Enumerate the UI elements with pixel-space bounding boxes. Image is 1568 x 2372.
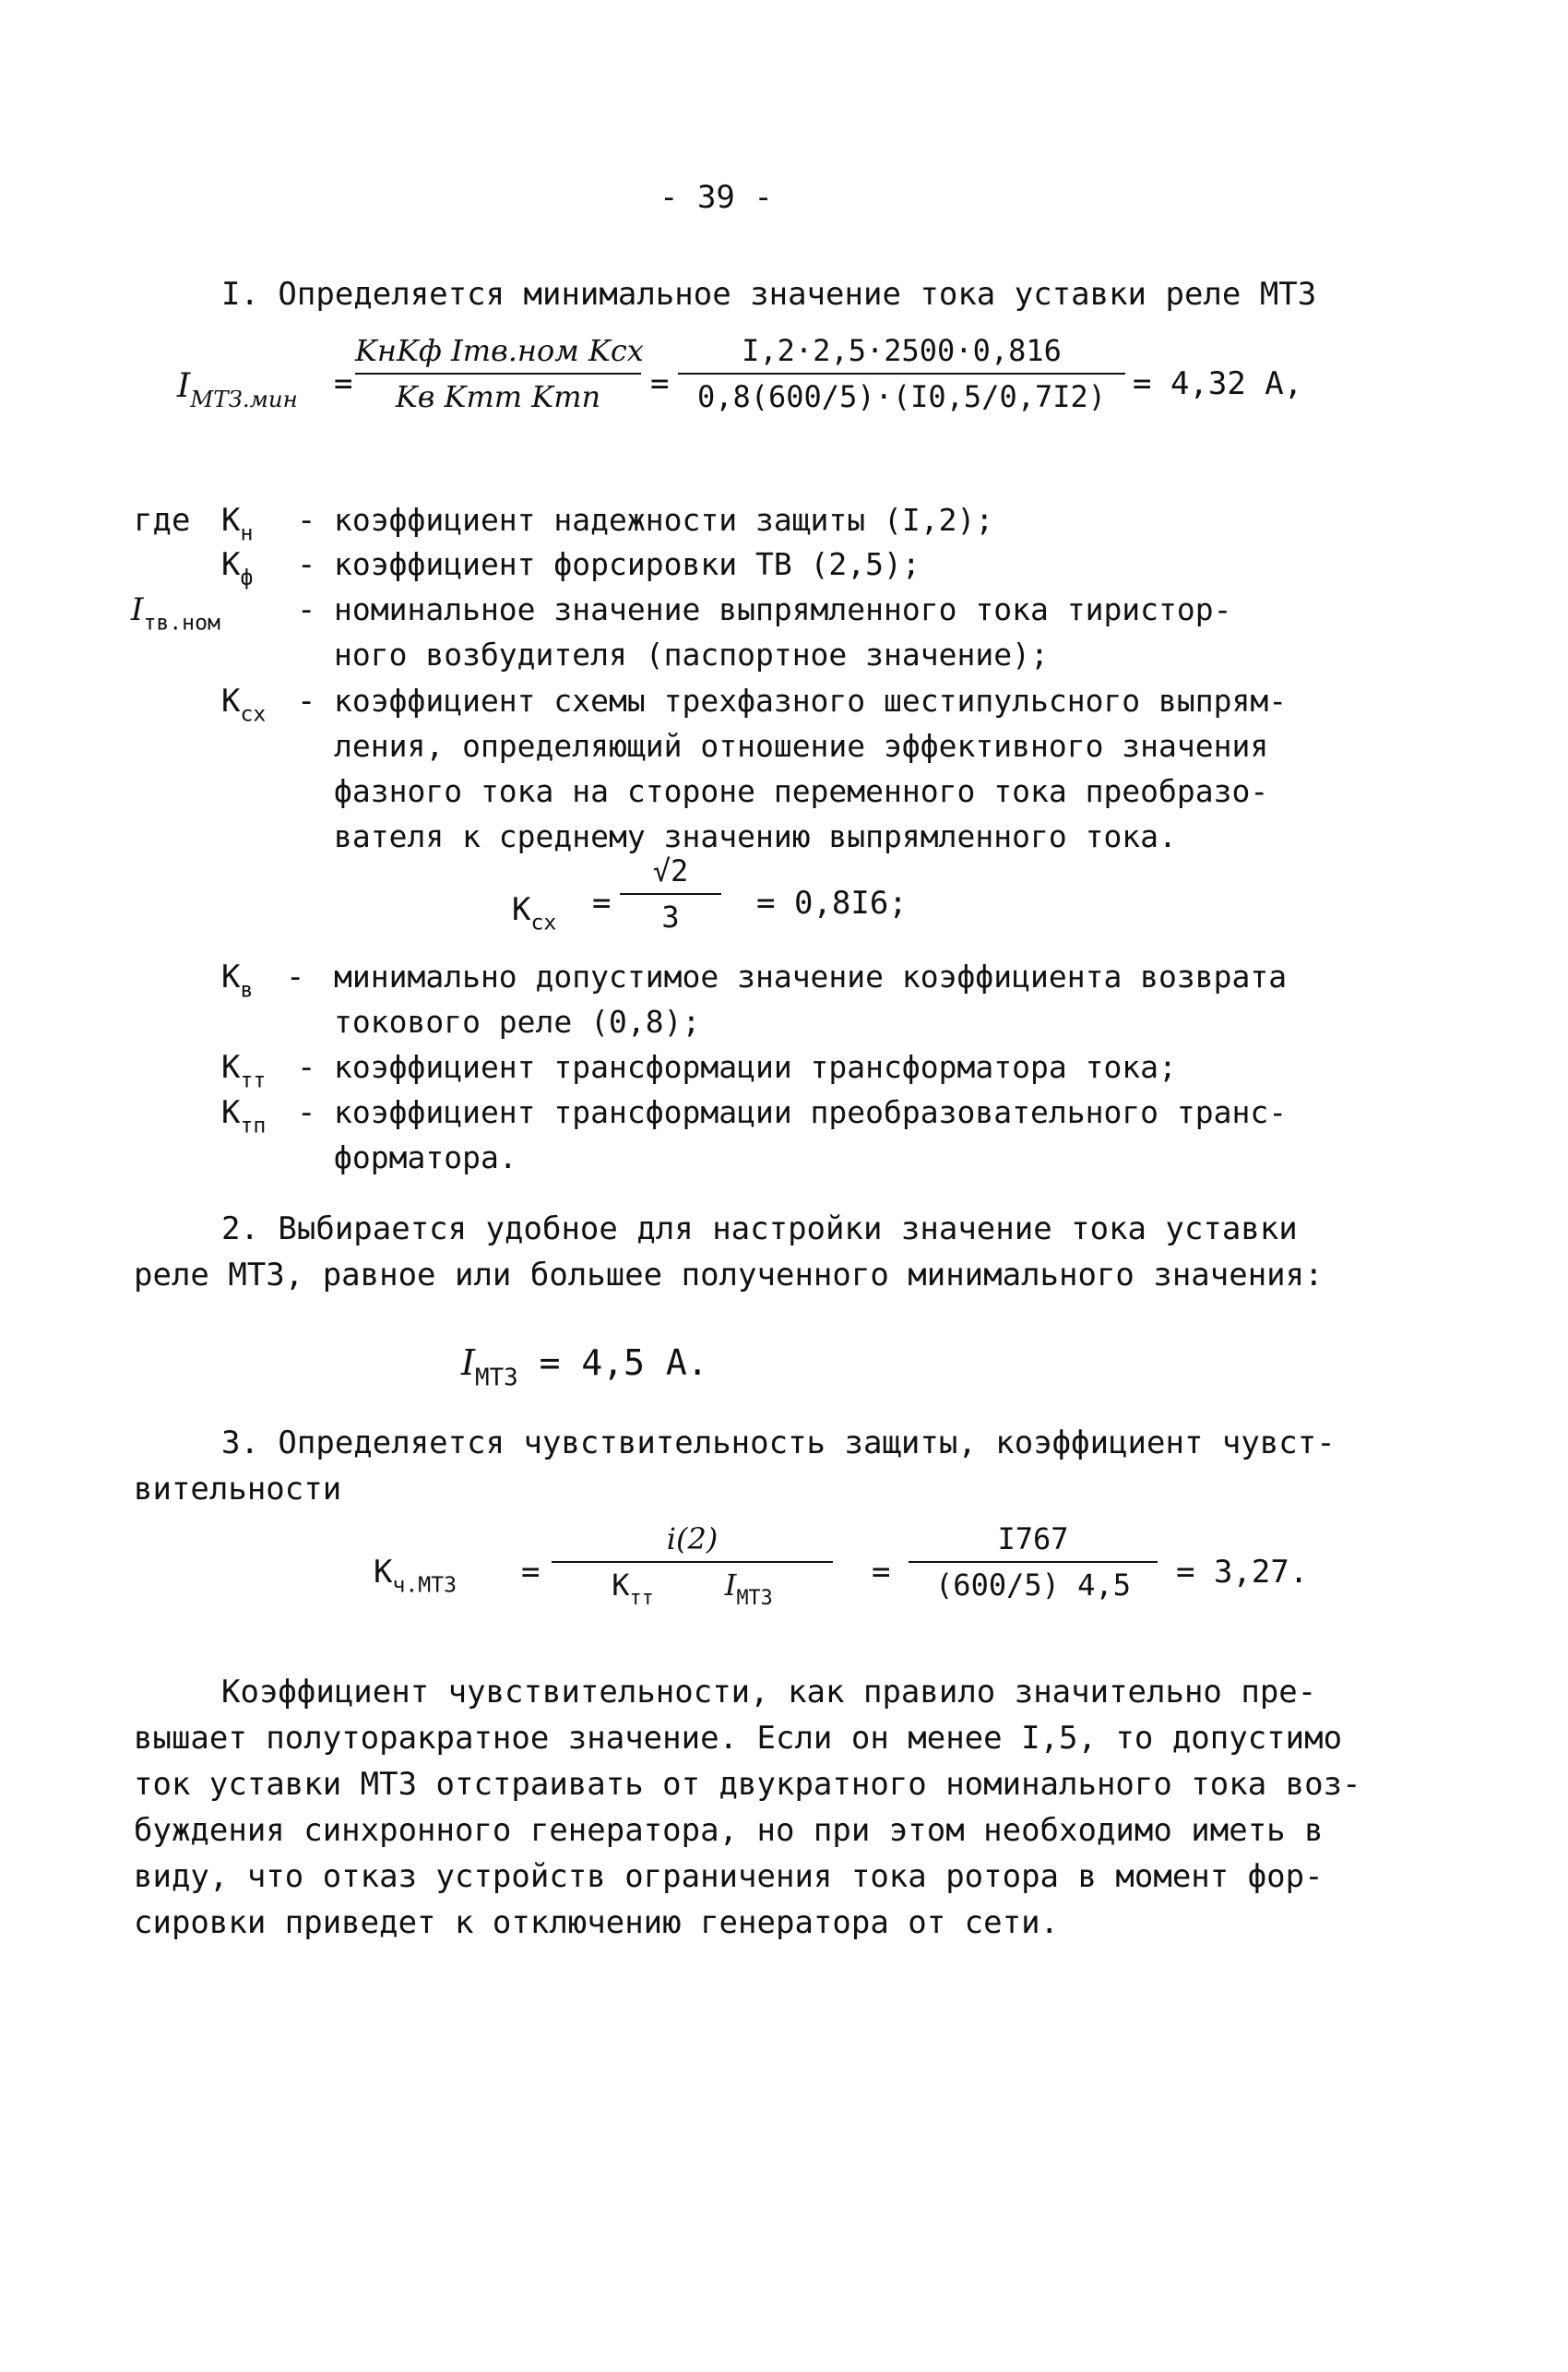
def-line: коэффициент форсировки ТВ (2,5); [334, 546, 921, 582]
def-line: номинальное значение выпрямленного тока тиристор- [334, 591, 1232, 627]
def-line: форматора. [334, 1139, 517, 1175]
formula1-numeric-num: I,2·2,5·2500·0,816 [742, 333, 1062, 368]
formula1-symbolic-den: Kв Kтт Kтп [395, 379, 601, 414]
def-symbol: $К_н$ [221, 502, 254, 546]
formula1-symbolic-fraction [355, 330, 644, 417]
def-line: ного возбудителя (паспортное значение); [334, 637, 1049, 673]
kch-result: = 3,27. [1176, 1554, 1309, 1591]
ksx-fraction: √2 3 [620, 851, 721, 937]
def-line: ления, определяющий отношение эффективного значения [334, 728, 1269, 764]
formula1-lhs-sub: МТЗ.мин [190, 386, 298, 413]
def-line: коэффициент трансформации трансформатора тока; [334, 1049, 1177, 1085]
item3-line: вительности [134, 1471, 342, 1508]
formula1-lhs: I [177, 367, 191, 405]
kch-fraction-1: i(2) $К_{тт}$ $I_{МТЗ}$ [552, 1519, 833, 1619]
item1-heading: I. Определяется минимальное значение тока уставки реле МТЗ [221, 276, 1317, 313]
def-symbol: $К_ф$ [221, 546, 254, 590]
kch-lhs: $К_{ч.МТЗ}$ [374, 1554, 457, 1598]
item2-line: 2. Выбирается удобное для настройки значение тока уставки [221, 1210, 1298, 1247]
def-line: фазного тока на стороне переменного тока преобразо- [334, 773, 1269, 809]
formula1-result: = 4,32 A, [1133, 365, 1303, 402]
kch-fraction-2: I767 (600/5) 4,5 [909, 1519, 1158, 1605]
def-symbol: $К_{сх}$ [221, 683, 267, 727]
formula1-numeric-den: 0,8(600/5)·(I0,5/0,7I2) [696, 379, 1107, 414]
def-symbol: $К_{тт}$ [221, 1049, 267, 1093]
def-symbol: $К_{тп}$ [221, 1094, 267, 1138]
item3-line: 3. Определяется чувствительность защиты, коэффициент чувст- [221, 1424, 1336, 1461]
ksx-result: = 0,8I6; [756, 885, 908, 922]
def-symbol: $К_в$ [221, 959, 254, 1003]
def-line: коэффициент трансформации преобразовательного транс- [334, 1094, 1288, 1130]
def-symbol: $I_{тв.ном}$ [131, 591, 220, 636]
page-number: - 39 - [659, 179, 773, 216]
item2-line: реле МТЗ, равное или большее полученного минимального значения: [134, 1257, 1324, 1293]
formula1-numeric-fraction [678, 330, 1125, 417]
def-line: минимально допустимое значение коэффициента возврата [334, 959, 1288, 995]
where-label: где [134, 502, 191, 539]
ksx-lhs: $К_{сх}$ [512, 891, 557, 936]
formula-imtz: $I_{МТЗ} = 4,5$ A. [461, 1342, 708, 1392]
def-line: вателя к среднему значению выпрямленного тока. [334, 818, 1177, 854]
def-line: коэффициент надежности защиты (I,2); [334, 502, 994, 538]
formula1-eq: = [334, 365, 353, 402]
def-line: токового реле (0,8); [334, 1004, 701, 1040]
def-line: коэффициент схемы трехфазного шестипульсного выпрям- [334, 683, 1288, 719]
formula1-symbolic-num: KнKф Iтв.ном Kсх [355, 333, 644, 368]
